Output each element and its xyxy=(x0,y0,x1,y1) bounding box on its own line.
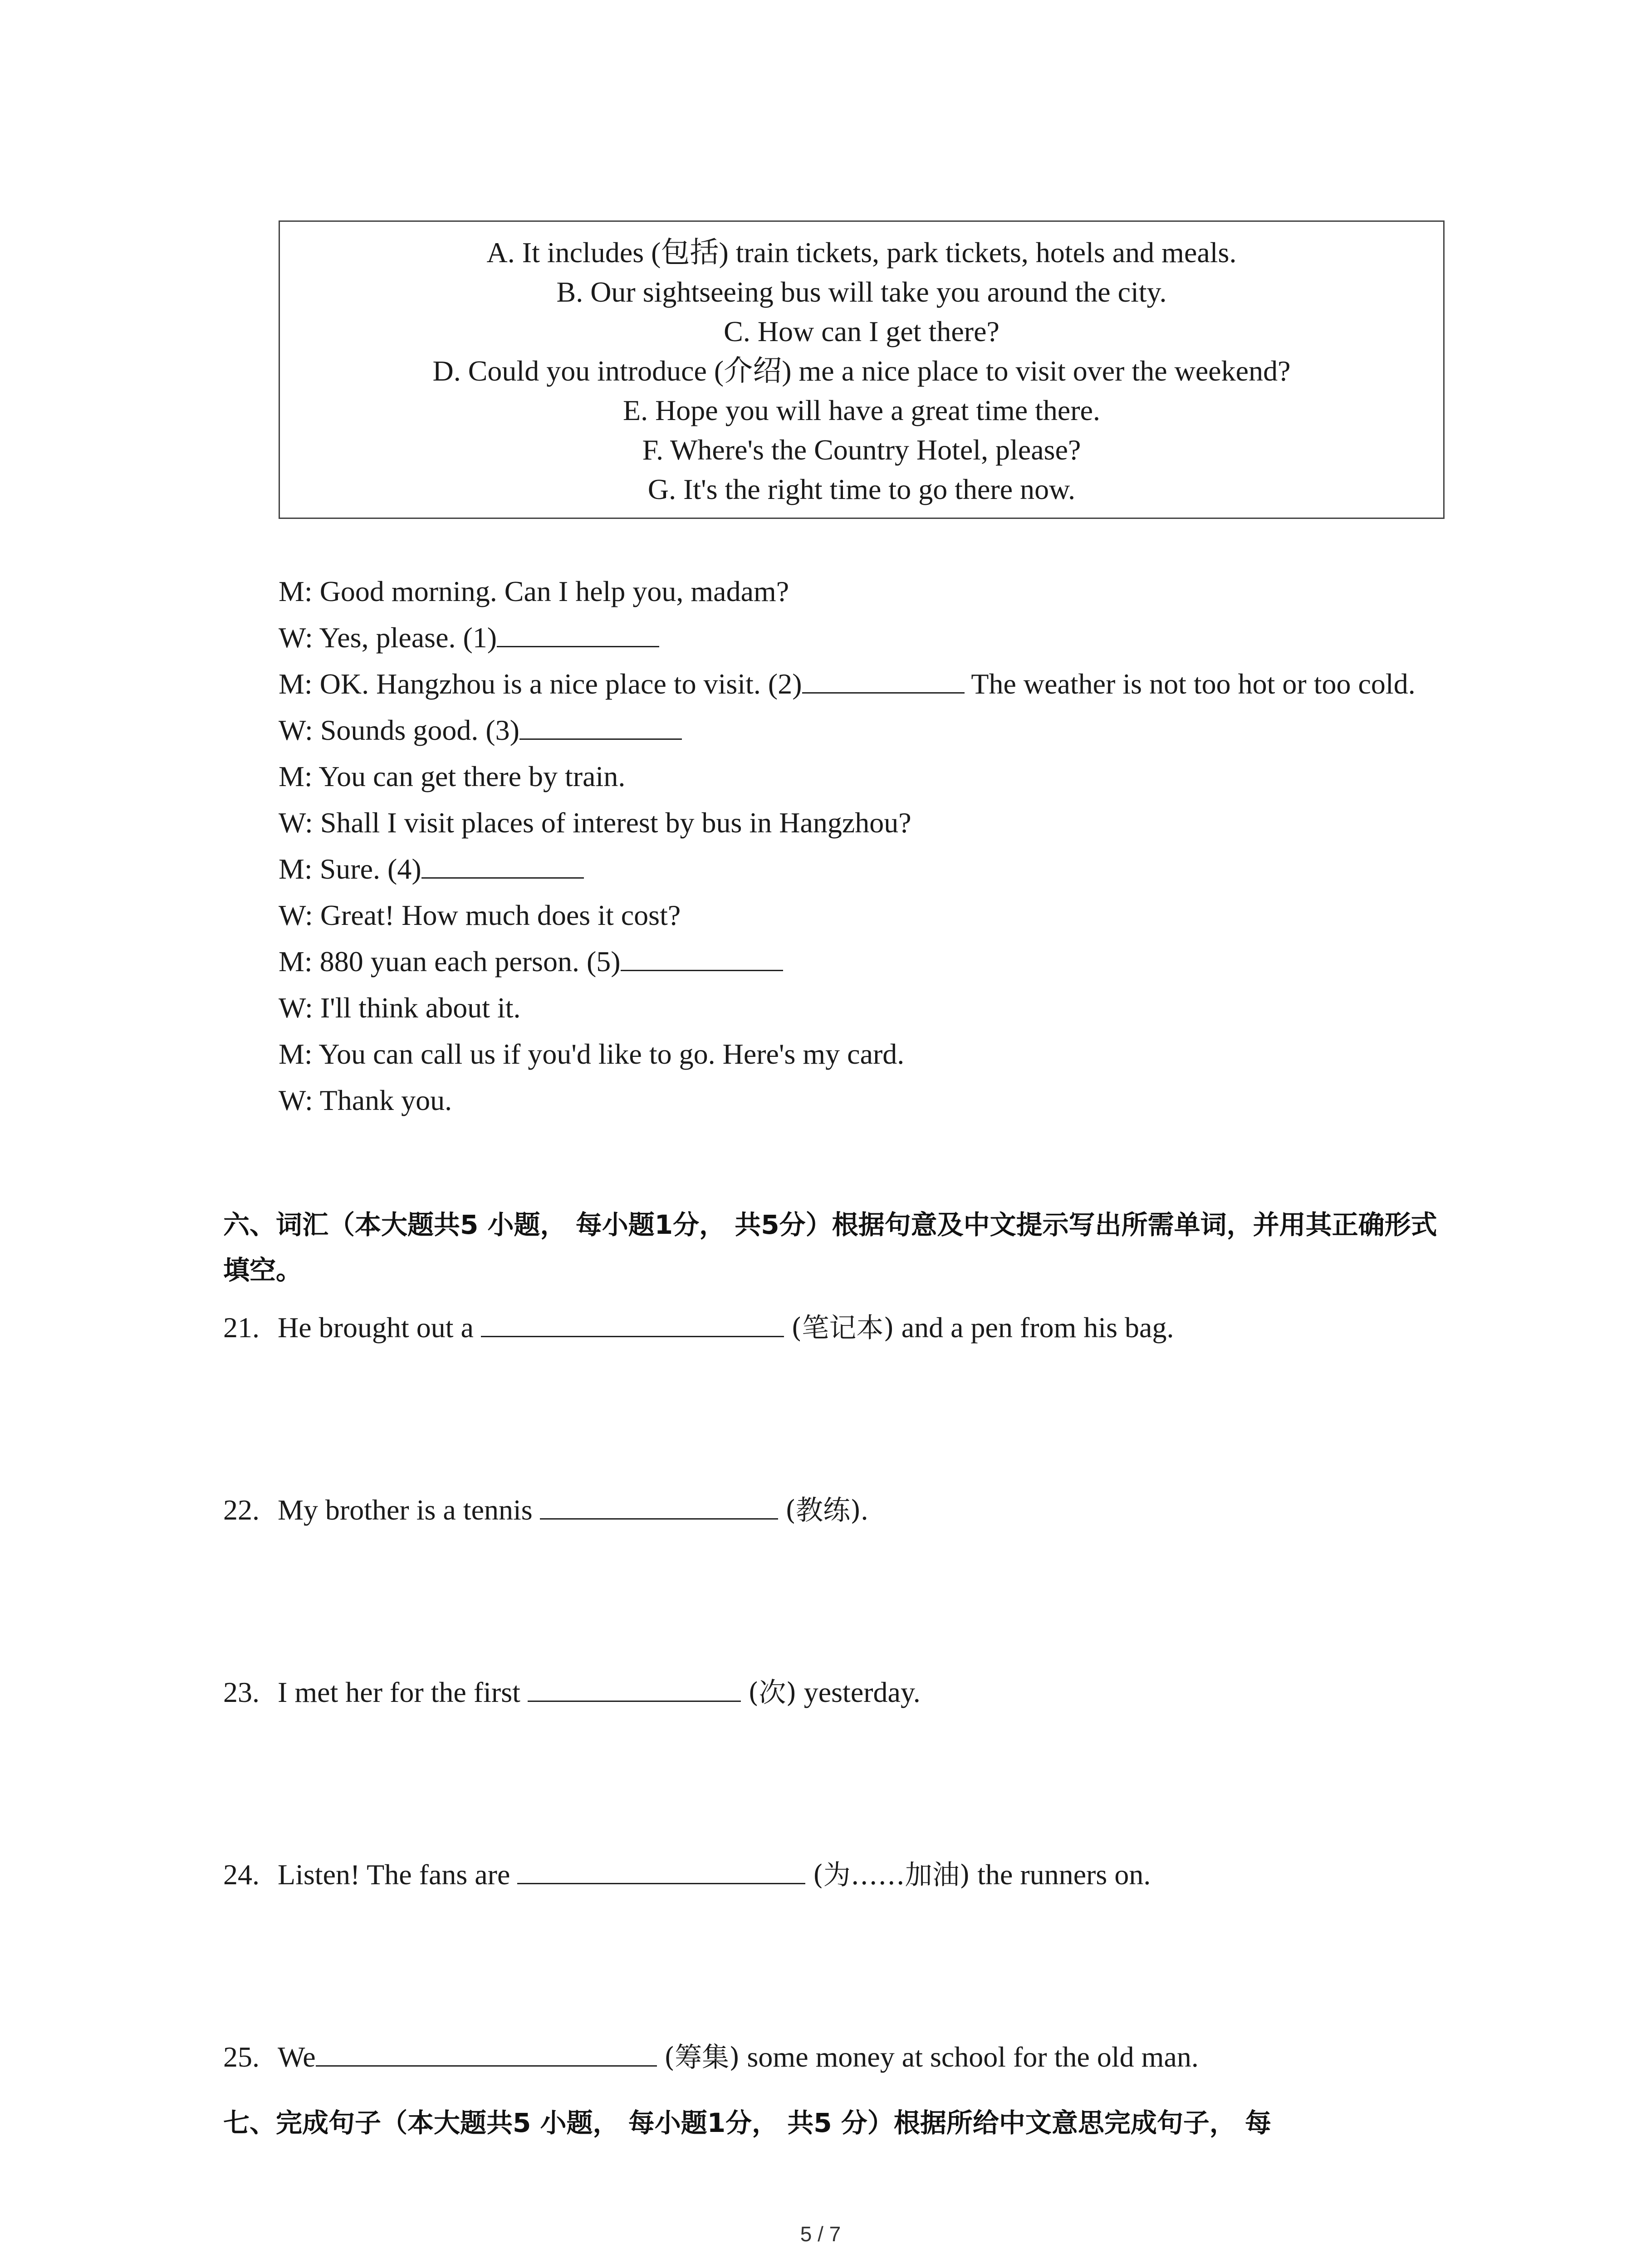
answer-blank-21[interactable] xyxy=(481,1309,784,1337)
question-text: He brought out a xyxy=(278,1311,481,1344)
question-22 xyxy=(223,1491,868,1529)
chinese-hint: (教练) xyxy=(785,1495,861,1526)
dialogue-line xyxy=(279,754,1445,799)
dialogue-line xyxy=(279,847,1445,891)
dialogue-line xyxy=(279,1078,1445,1123)
answer-blank-24[interactable] xyxy=(517,1856,805,1884)
question-text: and a pen from his bag. xyxy=(894,1311,1174,1344)
question-text: Listen! The fans are xyxy=(278,1858,518,1891)
dialogue-line xyxy=(279,662,1445,706)
dialogue-text: M: You can call us if you'd like to go. Here's my card. xyxy=(279,1038,905,1070)
dialogue-text: The weather is not too hot or too cold. xyxy=(964,668,1416,700)
question-text: . xyxy=(861,1494,868,1526)
section-7-heading: 七、完成句子（本大题共5 小题， 每小题1分， 共5 分）根据所给中文意思完成句子， 每 xyxy=(223,2107,1272,2138)
chinese-hint: (笔记本) xyxy=(791,1312,894,1344)
answer-blank-5[interactable] xyxy=(621,943,783,971)
question-number: 24. xyxy=(223,1858,260,1891)
question-text: I met her for the first xyxy=(278,1676,528,1708)
option-b: B. Our sightseeing bus will take you around the city. xyxy=(556,276,1167,308)
dialogue xyxy=(279,569,1445,1124)
dialogue-text: M: 880 yuan each person. (5) xyxy=(279,945,621,978)
answer-blank-3[interactable] xyxy=(519,711,682,740)
question-text: My brother is a tennis xyxy=(278,1494,540,1526)
question-number: 22. xyxy=(223,1494,260,1526)
dialogue-text: W: I'll think about it. xyxy=(279,992,521,1024)
option-a: A. It includes (包括) train tickets, park tickets, hotels and meals. xyxy=(486,236,1237,269)
question-21 xyxy=(223,1309,1174,1346)
dialogue-text: M: You can get there by train. xyxy=(279,760,626,792)
dialogue-text: W: Great! How much does it cost? xyxy=(279,899,681,931)
page-number: 5 / 7 xyxy=(800,2222,841,2246)
option-e: E. Hope you will have a great time there. xyxy=(622,394,1101,426)
question-text: We xyxy=(278,2041,316,2073)
options-box xyxy=(279,220,1445,519)
option-g: G. It's the right time to go there now. xyxy=(647,473,1076,505)
dialogue-line xyxy=(279,1032,1445,1076)
option-f: F. Where's the Country Hotel, please? xyxy=(642,434,1081,466)
question-25 xyxy=(223,2038,1199,2076)
dialogue-line xyxy=(279,569,1445,614)
dialogue-line xyxy=(279,616,1445,660)
chinese-hint: (筹集) xyxy=(664,2042,740,2073)
answer-blank-25[interactable] xyxy=(316,2038,657,2067)
dialogue-line xyxy=(279,708,1445,753)
question-text: some money at school for the old man. xyxy=(740,2041,1199,2073)
question-23 xyxy=(223,1673,921,1711)
answer-blank-2[interactable] xyxy=(802,665,965,694)
dialogue-text: M: Sure. (4) xyxy=(279,853,421,885)
question-number: 25. xyxy=(223,2041,260,2073)
dialogue-text: M: Good morning. Can I help you, madam? xyxy=(279,575,789,607)
answer-blank-22[interactable] xyxy=(540,1491,778,1520)
chinese-hint: (次) xyxy=(748,1677,797,1709)
question-24 xyxy=(223,1856,1151,1893)
section-6-heading: 六、词汇（本大题共5 小题， 每小题1分， 共5分）根据句意及中文提示写出所需单词，并用其正确形式填空。 xyxy=(223,1209,1437,1286)
dialogue-text: W: Yes, please. (1) xyxy=(279,621,497,654)
dialogue-text: M: OK. Hangzhou is a nice place to visit. (2) xyxy=(279,668,802,700)
answer-blank-23[interactable] xyxy=(528,1673,741,1702)
dialogue-text: W: Shall I visit places of interest by bus in Hangzhou? xyxy=(279,807,911,839)
dialogue-line xyxy=(279,986,1445,1030)
dialogue-text: W: Thank you. xyxy=(279,1084,452,1116)
question-number: 23. xyxy=(223,1676,260,1708)
dialogue-line xyxy=(279,801,1445,845)
option-d: D. Could you introduce (介绍) me a nice place to visit over the weekend? xyxy=(432,355,1291,387)
dialogue-text: W: Sounds good. (3) xyxy=(279,714,519,746)
answer-blank-4[interactable] xyxy=(421,850,584,879)
question-text: the runners on. xyxy=(970,1858,1151,1891)
question-text: yesterday. xyxy=(796,1676,921,1708)
option-c: C. How can I get there? xyxy=(724,315,999,347)
chinese-hint: (为……加油) xyxy=(813,1859,970,1891)
dialogue-line xyxy=(279,893,1445,938)
question-number: 21. xyxy=(223,1311,260,1344)
answer-blank-1[interactable] xyxy=(497,619,659,647)
dialogue-line xyxy=(279,939,1445,984)
